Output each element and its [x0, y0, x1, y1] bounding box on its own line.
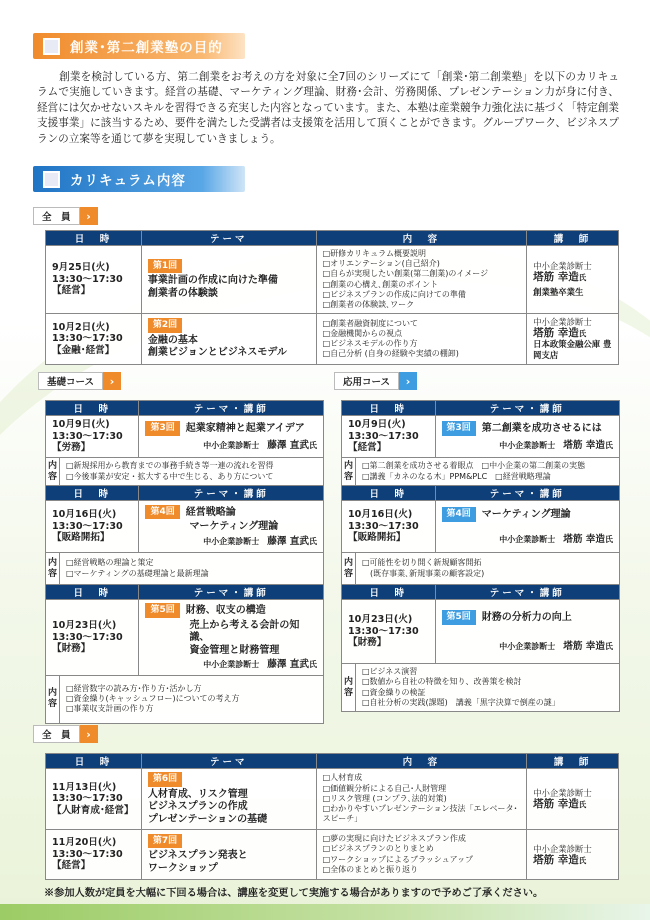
lecturer-title: 中小企業診断士: [533, 843, 592, 854]
honorific: 氏: [309, 536, 317, 546]
content-item: □ワークショップによるブラッシュアップ: [322, 854, 474, 864]
content-item: □自らが実現したい創業(第二創業)のイメージ: [322, 269, 489, 279]
session-content: [316, 246, 527, 314]
session-content: [316, 830, 527, 880]
all-sessions-table-1: [45, 230, 619, 365]
session-date: 10月16日(火): [348, 509, 413, 521]
lecturer-name: 塔筋 幸造: [563, 640, 605, 652]
session-theme: [435, 416, 619, 458]
col-header-theme: テーマ・講師: [435, 401, 619, 416]
content-item: □資金繰り(キャッシュフロー)についての考え方: [65, 693, 240, 703]
content-item: □研修カリキュラム概要説明: [322, 249, 427, 258]
content-item: □ビジネスプランの作成に向けての準備: [322, 289, 466, 299]
lecturer-title: 中小企業診断士: [499, 534, 556, 544]
content-item: □創業の心構え､創業のポイント: [322, 279, 439, 289]
honorific: 氏: [309, 440, 317, 450]
honorific: 氏: [605, 534, 613, 544]
theme-line: 事業計画の作成に向けた準備: [147, 275, 278, 287]
arrow-right-icon: ›: [80, 207, 98, 225]
content-item: □マーケティングの基礎理論と最新理論: [65, 568, 209, 578]
round-badge: 第2回: [148, 318, 182, 333]
lecturer-line: [442, 641, 613, 654]
session-category: 【人財育成･経営】: [52, 804, 134, 816]
col-header-date: 日 時: [46, 231, 142, 246]
curriculum-heading: [33, 166, 245, 192]
session-datetime: [342, 416, 436, 458]
theme-line: 第二創業を成功させるには: [481, 423, 602, 434]
session-theme: [141, 769, 316, 830]
col-header-date: 日 時: [46, 486, 139, 501]
all-tag-label: 全 員: [33, 725, 80, 743]
col-header-date: 日 時: [46, 401, 139, 416]
session-time: 13:30〜17:30: [52, 520, 123, 532]
col-header-theme: テーマ・講師: [139, 585, 324, 600]
session-content: [355, 458, 619, 486]
content-item: □経営数字の読み方･作り方･活かし方: [65, 683, 202, 693]
col-header-date: 日 時: [342, 401, 436, 416]
session-category: 【販路開拓】: [348, 532, 406, 544]
lecturer-title: 中小企業診断士: [203, 440, 260, 450]
session-content: [316, 769, 527, 830]
content-item: □ビジネスモデルの作り方: [322, 339, 418, 349]
guest-lecturer: 創業塾卒業生: [533, 287, 584, 298]
content-row: [46, 553, 324, 585]
table-row: [46, 246, 619, 314]
honorific: 氏: [309, 660, 317, 669]
col-header-date: 日 時: [342, 486, 436, 501]
session-theme: [141, 246, 316, 314]
honorific: 氏: [578, 855, 587, 865]
honorific: 氏: [605, 641, 613, 651]
theme-line: ワークショップ: [147, 862, 218, 874]
basic-course-table: [45, 400, 324, 724]
content-item: □経営戦略の理論と策定: [65, 558, 154, 568]
lecturer-name: 藤澤 直武: [267, 659, 309, 670]
session-time: 13:30〜17:30: [348, 520, 419, 532]
content-item: □数値から自社の特徴を知り、改善策を検討: [361, 677, 522, 687]
session-date: 9月25日(火): [52, 262, 110, 274]
session-category: 【財務】: [348, 637, 387, 649]
col-header-content: 内 容: [316, 231, 527, 246]
session-datetime: [46, 246, 142, 314]
lecturer-title: 中小企業診断士: [533, 261, 592, 272]
purpose-heading: [33, 33, 245, 59]
content-row: [46, 675, 324, 723]
applied-course-tag: [334, 372, 417, 390]
basic-course-label: 基礎コース: [38, 372, 103, 390]
session-content: [59, 675, 323, 723]
table-row: [342, 416, 620, 458]
session-category: 【経営】: [52, 860, 91, 872]
lecturer-name: 藤澤 直武: [267, 439, 309, 451]
session-theme: [139, 416, 324, 458]
session-datetime: [46, 769, 142, 830]
content-item: □わかりやすいプレゼンテーション技法「エレベータ･スピーチ」: [322, 804, 518, 824]
theme-line: 創業ビジョンとビジネスモデル: [147, 347, 287, 359]
theme-line: 起業家精神と起業アイデア: [185, 423, 305, 434]
arrow-right-icon: ›: [80, 725, 98, 743]
content-item: □金融機関からの視点: [322, 329, 403, 339]
session-time: 13:30〜17:30: [52, 793, 123, 805]
session-datetime: [46, 416, 139, 458]
content-item: □第二創業を成功させる着眼点 □中小企業の第二創業の実態: [361, 461, 586, 471]
col-header-date: 日 時: [46, 754, 142, 769]
honorific: 氏: [605, 440, 613, 450]
content-row: [46, 458, 324, 486]
applied-course-label: 応用コース: [334, 372, 399, 390]
table-row: [46, 314, 619, 365]
content-label: 内容: [342, 458, 356, 486]
lecturer-name-line: [533, 855, 612, 866]
session-date: 10月16日(火): [52, 509, 117, 521]
round-badge: 第7回: [148, 834, 182, 849]
all-tag-2: [33, 725, 98, 743]
lecturer-line: [442, 534, 613, 547]
content-item: □オリエンテーション(自己紹介): [322, 259, 440, 269]
session-date: 10月9日(火): [52, 419, 110, 431]
session-content: [316, 314, 527, 365]
session-theme: [141, 314, 316, 365]
intro-paragraph: [37, 70, 619, 147]
session-theme: [141, 830, 316, 880]
lecturer-name: 塔筋 幸造: [533, 798, 579, 810]
content-label: 内容: [46, 675, 60, 723]
session-date: 11月13日(火): [52, 781, 117, 793]
lecturer-title: 中小企業診断士: [203, 536, 260, 546]
content-item: □ビジネスプランのとりまとめ: [322, 844, 434, 854]
col-header-theme: テーマ: [141, 754, 316, 769]
session-content: [59, 458, 323, 486]
lecturer-name: 藤澤 直武: [267, 535, 309, 547]
session-category: 【販路開拓】: [52, 532, 110, 544]
session-date: 10月23日(火): [52, 620, 117, 631]
session-datetime: [342, 600, 436, 664]
session-theme: [139, 600, 324, 676]
lecturer-line: [145, 659, 317, 672]
lecturer-line: [442, 440, 613, 453]
content-row: [342, 458, 620, 486]
content-item: □創業者融資制度について: [322, 318, 418, 328]
session-time: 13:30〜17:30: [52, 631, 123, 643]
theme-line: 創業者の体験談: [147, 287, 218, 299]
session-category: 【経営】: [52, 285, 91, 297]
theme-line: 財務の分析力の向上: [481, 612, 572, 623]
lecturer-title: 中小企業診断士: [533, 788, 592, 798]
lecturer-title: 中小企業診断士: [499, 440, 556, 450]
session-date: 10月9日(火): [348, 419, 406, 431]
lecturer-name: 塔筋 幸造: [533, 271, 579, 284]
purpose-heading-text: 創業･第二創業塾の目的: [70, 40, 223, 56]
session-date: 11月20日(火): [52, 837, 117, 849]
all-sessions-table-2: [45, 753, 619, 880]
basic-course-tag: [38, 372, 121, 390]
round-badge: 第4回: [442, 507, 476, 522]
session-theme: [139, 501, 324, 553]
session-content: [59, 553, 323, 585]
theme-line: マーケティング理論: [481, 509, 571, 520]
col-header-date: 日 時: [46, 585, 139, 600]
honorific: 氏: [578, 273, 587, 283]
session-theme: [435, 501, 619, 553]
session-datetime: [342, 501, 436, 553]
col-header-date: 日 時: [342, 585, 436, 600]
session-lecturer: [527, 314, 619, 365]
round-badge: 第6回: [148, 772, 182, 787]
lecturer-name: 塔筋 幸造: [533, 853, 579, 866]
content-item: □自己分析 (自身の経験や実績の棚卸): [322, 349, 459, 359]
theme-line: 金融の基本: [147, 334, 198, 346]
lecturer-name: 塔筋 幸造: [533, 327, 579, 340]
guest-lecturer: 日本政策金融公庫 豊岡支店: [533, 339, 612, 361]
session-category: 【財務】: [52, 643, 91, 654]
intro-text: 創業を検討している方、第二創業をお考えの方を対象に全7回のシリーズにて「創業･第二創業塾」を以下のカリキュラムで実施していきます。経営の基礎、マーケティング理論、財務･会計、労務関係、プレゼンテーション力が身に付き、経営には欠かせないスキルを習得できる充実した内容となっています。また、本塾は産業競争力強化法に基づく「特定創業支援事業」に該当するため、要件を満たした受講者は支援策を活用して頂くことができます。グループワーク、ビジネスプランの立案等を通じて夢を実現していきましょう。: [37, 71, 619, 145]
col-header-theme: テーマ・講師: [139, 401, 324, 416]
applied-course-table: [341, 400, 620, 712]
heading-square-icon: [43, 171, 60, 188]
content-item: □可能性を切り開く新規顧客開拓: [361, 558, 482, 568]
lecturer-name: 塔筋 幸造: [563, 533, 605, 545]
all-tag-label: 全 員: [33, 207, 80, 225]
content-item: □資金繰りの検証: [361, 687, 426, 697]
lecturer-title: 中小企業診断士: [499, 641, 556, 651]
session-datetime: [46, 501, 139, 553]
arrow-right-icon: ›: [399, 372, 417, 390]
lecturer-name-line: [533, 272, 612, 283]
bottom-band: [0, 904, 650, 920]
table-row: [46, 600, 324, 676]
content-label: 内容: [342, 664, 356, 712]
session-date: 10月23日(火): [348, 614, 413, 626]
content-item: (既存事業､新規事業の顧客設定): [361, 568, 485, 578]
content-item: □今後事業が安定・拡大する中で生じる、あり方について: [65, 471, 274, 481]
session-category: 【金融･経営】: [52, 344, 115, 356]
content-item: □リスク管理 (コンプラ､法的対策): [322, 793, 447, 803]
heading-square-icon: [43, 38, 60, 55]
content-label: 内容: [342, 553, 356, 585]
session-time: 13:30〜17:30: [348, 625, 419, 637]
session-content: [355, 553, 619, 585]
session-category: 【経営】: [348, 442, 387, 454]
content-item: □価値観分析による自己･人財管理: [322, 783, 447, 793]
theme-line: マーケティング理論: [189, 521, 279, 533]
lecturer-name-line: [533, 328, 612, 339]
session-time: 13:30〜17:30: [52, 333, 123, 345]
theme-line: 人材育成、リスク管理: [147, 788, 248, 800]
session-date: 10月2日(火): [52, 321, 110, 333]
theme-line: 経営戦略論: [185, 506, 236, 518]
content-item: □事業収支計画の作り方: [65, 704, 154, 714]
session-theme: [435, 600, 619, 664]
table-row: [46, 830, 619, 880]
content-item: □ビジネス演習: [361, 667, 418, 677]
col-header-content: 内 容: [316, 754, 527, 769]
content-item: □夢の実現に向けたビジネスプラン作成: [322, 834, 466, 844]
session-category: 【労務】: [52, 442, 91, 454]
footnote: ※参加人数が定員を大幅に下回る場合は、講座を変更して実施する場合がありますので予めご了承ください。: [44, 887, 544, 899]
round-badge: 第5回: [145, 603, 179, 618]
theme-line: ビジネスプラン発表と: [147, 850, 248, 862]
theme-line: 売上から考える会計の知識、: [189, 619, 300, 643]
content-label: 内容: [46, 553, 60, 585]
theme-line: ビジネスプランの作成: [147, 801, 248, 812]
table-row: [46, 769, 619, 830]
content-label: 内容: [46, 458, 60, 486]
round-badge: 第4回: [145, 505, 179, 520]
content-item: □自社分析の実践(課題) 講義「黒字決算で倒産の謎」: [361, 697, 560, 707]
theme-line: プレゼンテーションの基礎: [147, 813, 268, 825]
content-item: □講義「カネのなる木」PPM&PLC □経営戦略理論: [361, 471, 551, 481]
round-badge: 第3回: [442, 421, 476, 436]
lecturer-name-line: [533, 799, 612, 810]
content-row: [342, 553, 620, 585]
session-datetime: [46, 314, 142, 365]
session-time: 13:30〜17:30: [348, 430, 419, 442]
theme-line: 財務、収支の構造: [185, 605, 266, 616]
table-row: [342, 501, 620, 553]
arrow-right-icon: ›: [103, 372, 121, 390]
session-time: 13:30〜17:30: [52, 273, 123, 285]
col-header-lecturer: 講 師: [527, 231, 619, 246]
table-row: [46, 416, 324, 458]
curriculum-heading-text: カリキュラム内容: [70, 173, 186, 189]
session-lecturer: [527, 830, 619, 880]
theme-line: 資金管理と財務管理: [189, 644, 280, 656]
table-row: [342, 600, 620, 664]
col-header-theme: テーマ・講師: [435, 585, 619, 600]
lecturer-line: [145, 536, 317, 549]
honorific: 氏: [578, 329, 587, 339]
lecturer-title: 中小企業診断士: [533, 317, 592, 328]
round-badge: 第5回: [442, 610, 476, 625]
session-datetime: [46, 600, 139, 676]
content-item: □全体のまとめと振り返り: [322, 864, 419, 874]
content-item: □人材育成: [322, 773, 363, 783]
lecturer-title: 中小企業診断士: [203, 660, 260, 669]
session-datetime: [46, 830, 142, 880]
table-row: [46, 501, 324, 553]
session-content: [355, 664, 619, 712]
content-row: [342, 664, 620, 712]
col-header-theme: テーマ: [141, 231, 316, 246]
session-time: 13:30〜17:30: [52, 430, 123, 442]
content-item: □創業者の体験談､ワーク: [322, 300, 415, 310]
all-tag-1: [33, 207, 98, 225]
col-header-lecturer: 講 師: [527, 754, 619, 769]
lecturer-line: [145, 440, 317, 453]
lecturer-name: 塔筋 幸造: [563, 439, 605, 451]
col-header-theme: テーマ・講師: [435, 486, 619, 501]
honorific: 氏: [578, 800, 587, 809]
round-badge: 第1回: [148, 259, 182, 274]
round-badge: 第3回: [145, 421, 179, 436]
session-lecturer: [527, 246, 619, 314]
session-lecturer: [527, 769, 619, 830]
session-time: 13:30〜17:30: [52, 848, 123, 860]
col-header-theme: テーマ・講師: [139, 486, 324, 501]
content-item: □新規採用から教育までの事務手続き等一連の流れを習得: [65, 461, 274, 471]
